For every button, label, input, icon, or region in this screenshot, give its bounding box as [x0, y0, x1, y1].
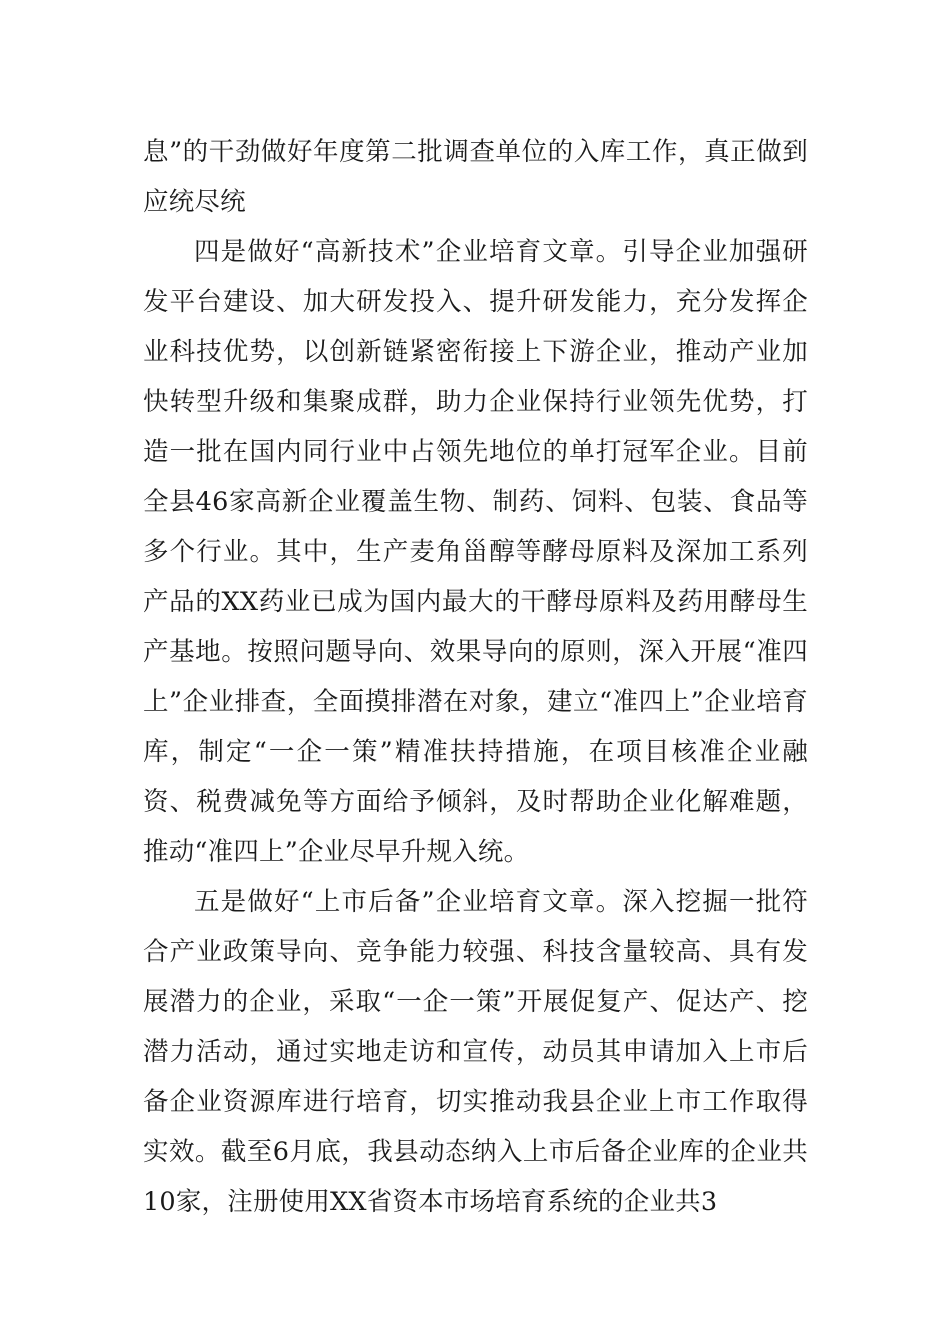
document-body [143, 127, 808, 1227]
paragraph-listing-reserve-enterprises: 五是做好“上市后备”企业培育文章。深入挖掘一批符合产业政策导向、竞争能力较强、科技含量较高、具有发展潜力的企业，采取“一企一策”开展促复产、促达产、挖潜力活动，通过实地走访和宣传，动员其申请加入上市后备企业资源库进行培育，切实推动我县企业上市工作取得实效。截至6月底，我县动态纳入上市后备企业库的企业共10家，注册使用XX省资本市场培育系统的企业共3 [143, 887, 808, 1217]
paragraph-high-tech-enterprises: 四是做好“高新技术”企业培育文章。引导企业加强研发平台建设、加大研发投入、提升研发能力，充分发挥企业科技优势，以创新链紧密衔接上下游企业，推动产业加快转型升级和集聚成群，助力企业保持行业领先优势，打造一批在国内同行业中占领先地位的单打冠军企业。目前全县46家高新企业覆盖生物、制药、饲料、包装、食品等多个行业。其中，生产麦角甾醇等酵母原料及深加工系列产品的XX药业已成为国内最大的干酵母原料及药用酵母生产基地。按照问题导向、效果导向的原则，深入开展“准四上”企业排查，全面摸排潜在对象，建立“准四上”企业培育库，制定“一企一策”精准扶持措施，在项目核准企业融资、税费减免等方面给予倾斜，及时帮助企业化解难题，推动“准四上”企业尽早升规入统。 [143, 237, 808, 867]
paragraph-continued: 息”的干劲做好年度第二批调查单位的入库工作，真正做到应统尽统 [143, 137, 808, 217]
